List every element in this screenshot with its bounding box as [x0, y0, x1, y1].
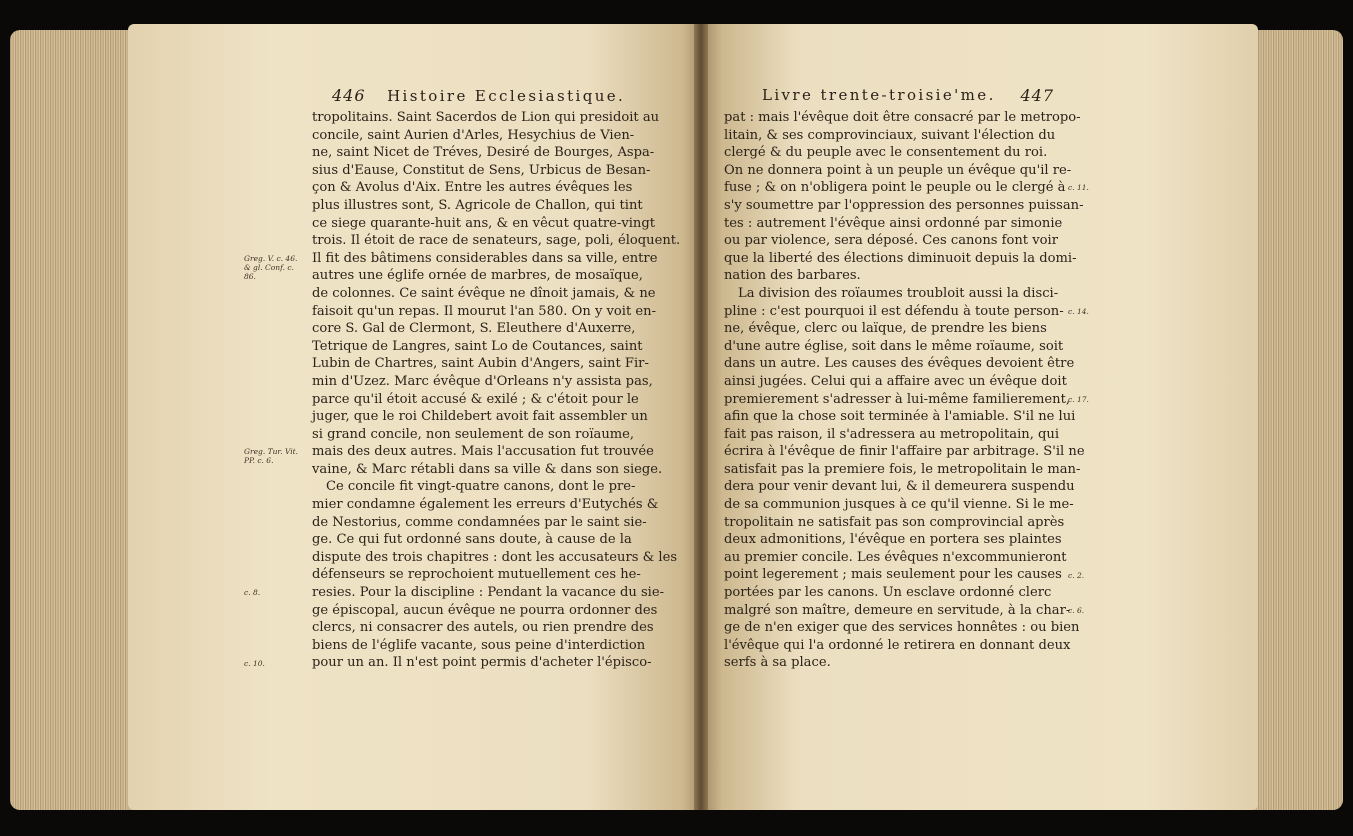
text-line: ainsi jugées. Celui qui a affaire avec un évêque doit: [724, 373, 1067, 389]
text-line: ou par violence, sera déposé. Ces canons font voir: [724, 233, 1058, 249]
right-running-head: [762, 86, 1054, 104]
text-line: core S. Gal de Clermont, S. Eleuthere d'Auxerre,: [312, 321, 636, 337]
text-line: au premier concile. Les évêques n'excommunieront: [724, 549, 1067, 565]
text-line: parce qu'il étoit accusé & exilé ; & c'étoit pour le: [312, 391, 639, 407]
text-line: serfs à sa place.: [724, 655, 831, 671]
marginal-note: Greg. V. c. 46. & gl. Conf. c. 86.: [244, 253, 298, 281]
marginal-note: c. 14.: [1068, 306, 1089, 316]
text-line: concile, saint Aurien d'Arles, Hesychius de Vien-: [312, 127, 635, 143]
text-line: La division des roïaumes troubloit aussi la disci-: [738, 285, 1059, 301]
text-line: de colonnes. Ce saint évêque ne dînoit jamais, & ne: [312, 285, 656, 301]
text-line: ge épiscopal, aucun évêque ne pourra ordonner des: [312, 602, 658, 618]
marginal-note: c. 11.: [1068, 183, 1089, 193]
text-line: mais des deux autres. Mais l'accusation fut trouvée: [312, 444, 654, 460]
text-line: pat : mais l'évêque doit être consacré par le metropo-: [724, 110, 1081, 125]
text-line: clergé & du peuple avec le consentement du roi.: [724, 145, 1048, 161]
right-page-body: [724, 109, 1085, 672]
text-line: dans un autre. Les causes des évêques devoient être: [724, 356, 1075, 372]
text-line: clercs, ni consacrer des autels, ou rien prendre des: [312, 620, 654, 636]
text-line: plus illustres sont, S. Agricole de Challon, qui tint: [312, 197, 643, 213]
text-line: tropolitain ne satisfait pas son comprovincial après: [724, 514, 1065, 530]
text-line: d'une autre église, soit dans le même roïaume, soit: [724, 338, 1064, 354]
text-line: si grand concile, non seulement de son roïaume,: [312, 426, 635, 442]
text-line: défenseurs se reprochoient mutuellement ces he-: [312, 567, 641, 583]
text-line: Lubin de Chartres, saint Aubin d'Angers, saint Fir-: [312, 356, 649, 372]
text-line: fait pas raison, il s'adressera au metropolitain, qui: [724, 426, 1060, 442]
text-line: resies. Pour la discipline : Pendant la vacance du sie-: [312, 585, 665, 601]
text-line: Tetrique de Langres, saint Lo de Coutances, saint: [312, 338, 643, 354]
marginal-note: c. 8.: [244, 588, 261, 598]
text-line: min d'Uzez. Marc évêque d'Orleans n'y assista pas,: [312, 373, 653, 389]
left-page-body: [312, 109, 680, 672]
text-line: dispute des trois chapitres : dont les accusateurs & les: [312, 549, 678, 565]
text-line: satisfait pas la premiere fois, le metropolitain le man-: [724, 461, 1081, 477]
text-line: portées par les canons. Un esclave ordonné clerc: [724, 585, 1052, 601]
text-line: point legerement ; mais seulement pour les causes: [724, 567, 1062, 583]
text-line: juger, que le roi Childebert avoit fait assembler un: [312, 409, 648, 425]
book-gutter: [694, 24, 708, 810]
left-running-head: [332, 86, 625, 105]
text-line: pour un an. Il n'est point permis d'acheter l'épisco-: [312, 655, 652, 671]
right-page-edges: [1253, 30, 1343, 810]
text-line: premierement s'adresser à lui-même familierement,: [724, 391, 1070, 407]
left-page-number: 446: [332, 86, 366, 105]
text-line: dera pour venir devant lui, & il demeurera suspendu: [724, 479, 1075, 495]
text-line: autres une églife ornée de marbres, de mosaïque,: [312, 268, 643, 284]
text-line: s'y soumettre par l'oppression des personnes puissan-: [724, 197, 1084, 213]
text-line: ne, évêque, clerc ou laïque, de prendre les biens: [724, 321, 1047, 337]
text-line: nation des barbares.: [724, 268, 861, 284]
text-line: afin que la chose soit terminée à l'amiable. S'il ne lui: [724, 409, 1076, 425]
text-line: On ne donnera point à un peuple un évêque qu'il re-: [724, 162, 1072, 178]
text-line: Il fit des bâtimens considerables dans sa ville, entre: [312, 250, 658, 266]
text-line: ge de n'en exiger que des services honnêtes : ou bien: [724, 620, 1080, 636]
right-page-number: 447: [1020, 86, 1054, 105]
text-line: pline : c'est pourquoi il est défendu à toute person-: [724, 303, 1064, 319]
marginal-note: c. 10.: [244, 658, 265, 668]
text-line: que la liberté des élections diminuoit depuis la domi-: [724, 250, 1077, 266]
text-line: l'évêque qui l'a ordonné le retirera en donnant deux: [724, 637, 1071, 653]
text-line: vaine, & Marc rétabli dans sa ville & dans son siege.: [312, 461, 663, 477]
text-line: biens de l'églife vacante, sous peine d'interdiction: [312, 637, 646, 653]
marginal-note: Greg. Tur. Vit. PP. c. 6.: [244, 447, 299, 466]
left-running-head-title: Histoire Ecclesiastique.: [387, 87, 626, 105]
text-line: malgré son maître, demeure en servitude, à la char-: [724, 602, 1071, 618]
text-line: litain, & ses comprovinciaux, suivant l'élection du: [724, 127, 1056, 143]
marginal-note: c. 6.: [1068, 605, 1085, 615]
marginal-note: c. 17.: [1068, 394, 1089, 404]
text-line: sius d'Eause, Constitut de Sens, Urbicus de Besan-: [312, 162, 651, 178]
text-line: faisoit qu'un repas. Il mourut l'an 580. On y voit en-: [312, 303, 656, 319]
text-line: de Nestorius, comme condamnées par le saint sie-: [312, 514, 647, 530]
text-line: ge. Ce qui fut ordonné sans doute, à cause de la: [312, 532, 632, 548]
text-line: tropolitains. Saint Sacerdos de Lion qui presidoit au: [312, 110, 660, 125]
text-line: deux admonitions, l'évêque en portera ses plaintes: [724, 532, 1062, 548]
text-line: ne, saint Nicet de Tréves, Desiré de Bourges, Aspa-: [312, 145, 655, 161]
text-line: écrira à l'évêque de finir l'affaire par arbitrage. S'il ne: [724, 444, 1085, 460]
text-line: de sa communion jusques à ce qu'il vienne. Si le me-: [724, 497, 1074, 513]
text-line: çon & Avolus d'Aix. Entre les autres évêques les: [312, 180, 633, 196]
text-line: Ce concile fit vingt-quatre canons, dont le pre-: [326, 479, 636, 495]
text-line: ce siege quarante-huit ans, & en vêcut quatre-vingt: [312, 215, 655, 231]
text-line: trois. Il étoit de race de senateurs, sage, poli, éloquent.: [312, 233, 681, 249]
marginal-note: c. 2.: [1068, 570, 1085, 580]
text-line: tes : autrement l'évêque ainsi ordonné par simonie: [724, 215, 1063, 231]
open-book: [10, 14, 1343, 822]
text-line: fuse ; & on n'obligera point le peuple ou le clergé à: [724, 180, 1066, 196]
right-running-head-title: Livre trente-troisie'me.: [762, 86, 996, 104]
text-line: mier condamne également les erreurs d'Eutychés &: [312, 497, 659, 513]
